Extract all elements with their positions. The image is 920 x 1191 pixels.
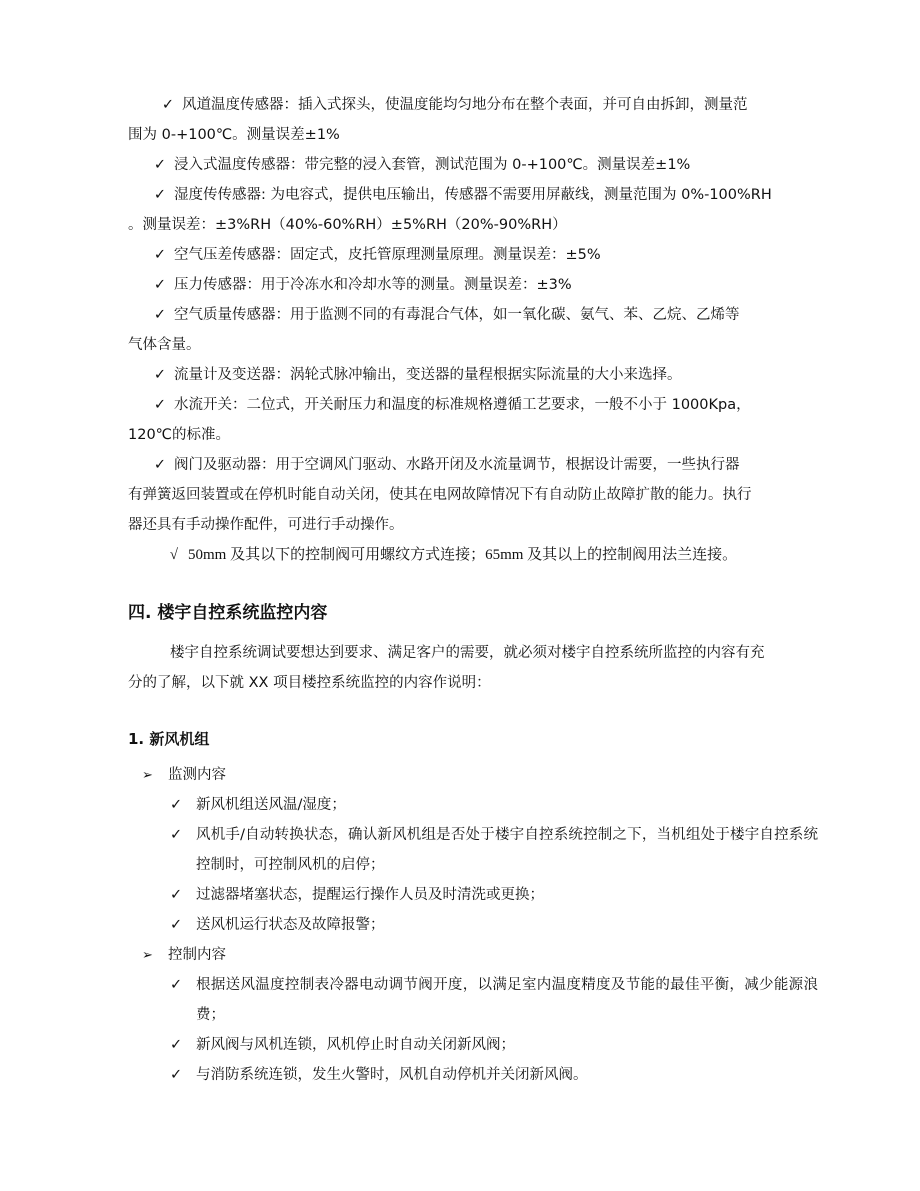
check-icon: ✓ xyxy=(153,307,166,323)
sensor-air-quality: ✓ 空气质量传感器：用于监测不同的有毒混合气体，如一氧化碳、氨气、苯、乙烷、乙烯等 气体含量。 xyxy=(128,300,818,360)
check-icon: ✓ xyxy=(170,797,183,813)
section-4-heading: 四. 楼宇自控系统监控内容 xyxy=(128,603,328,623)
list-item: ✓ 新风机组送风温/湿度； xyxy=(170,790,818,820)
sensor-humidity: ✓ 湿度传传感器: 为电容式，提供电压输出，传感器不需要用屏蔽线，测量范围为 0%-100%RH 。测量误差：±3%RH（40%-60%RH）±5%RH（20%-90%RH） xyxy=(128,180,818,240)
section-4-intro: 楼宇自控系统调试要想达到要求、满足客户的需要，就必须对楼宇自控系统所监控的内容有充 分的了解，以下就 XX 项目楼控系统监控的内容作说明： xyxy=(128,645,765,691)
check-icon: ✓ xyxy=(153,367,166,383)
list-item: ✓ 与消防系统连锁，发生火警时，风机自动停机并关闭新风阀。 xyxy=(170,1060,818,1090)
sensor-pressure: ✓ 压力传感器：用于冷冻水和冷却水等的测量。测量误差：±3% xyxy=(128,270,818,300)
check-icon: ✓ xyxy=(170,827,183,843)
check-icon: ✓ xyxy=(170,917,183,933)
arrow-icon: ➢ xyxy=(142,768,153,783)
check-icon: ✓ xyxy=(153,457,166,473)
sensor-air-pressure: ✓ 空气压差传感器：固定式，皮托管原理测量原理。测量误差：±5% xyxy=(128,240,818,270)
list-item: ✓ 根据送风温度控制表冷器电动调节阀开度，以满足室内温度精度及节能的最佳平衡，减少能源浪费； xyxy=(170,970,818,1030)
list-item: ✓ 送风机运行状态及故障报警； xyxy=(170,910,818,940)
check-icon: ✓ xyxy=(153,187,166,203)
check-icon: ✓ xyxy=(170,1067,183,1083)
monitor-content-heading: ➢ 监测内容 xyxy=(142,760,226,791)
check-icon: ✓ xyxy=(153,397,166,413)
check-icon: ✓ xyxy=(161,97,174,113)
check-icon: ✓ xyxy=(170,977,183,993)
subsection-1-heading: 1. 新风机组 xyxy=(128,730,210,748)
list-item: ✓ 过滤器堵塞状态，提醒运行操作人员及时清洗或更换； xyxy=(170,880,818,910)
sensor-immersion-temp: ✓ 浸入式温度传感器：带完整的浸入套管，测试范围为 0-+100℃。测量误差±1% xyxy=(128,150,818,180)
sensor-duct-temp: ✓ 风道温度传感器：插入式探头，使温度能均匀地分布在整个表面，并可自由拆卸，测量范 围为 0-+100℃。测量误差±1% xyxy=(128,90,818,150)
check-icon: ✓ xyxy=(170,1037,183,1053)
list-item: ✓ 新风阀与风机连锁，风机停止时自动关闭新风阀； xyxy=(170,1030,818,1060)
list-item: ✓ 风机手/自动转换状态，确认新风机组是否处于楼宇自控系统控制之下，当机组处于楼宇自控系统控制时，可控制风机的启停； xyxy=(170,820,818,880)
control-content-heading: ➢ 控制内容 xyxy=(142,940,226,971)
check-icon: ✓ xyxy=(153,277,166,293)
check-icon: ✓ xyxy=(153,247,166,263)
check-icon: ✓ xyxy=(170,887,183,903)
valve-connection-note: √ 50mm 及其以下的控制阀可用螺纹方式连接；65mm 及其以上的控制阀用法兰连接。 xyxy=(128,540,818,570)
sensor-flow-meter: ✓ 流量计及变送器：涡轮式脉冲输出，变送器的量程根据实际流量的大小来选择。 xyxy=(128,360,818,390)
sensor-valve-actuator: ✓ 阀门及驱动器：用于空调风门驱动、水路开闭及水流量调节，根据设计需要，一些执行器 有弹簧返回装置或在停机时能自动关闭，使其在电网故障情况下有自动防止故障扩散的能力。执行 器还具有手动操作配件，可进行手动操作。 xyxy=(128,450,818,540)
check-icon: ✓ xyxy=(153,157,166,173)
check-icon: √ xyxy=(169,547,178,563)
arrow-icon: ➢ xyxy=(142,948,153,963)
sensor-water-flow-switch: ✓ 水流开关：二位式，开关耐压力和温度的标准规格遵循工艺要求，一般不小于 1000Kpa， 120℃的标准。 xyxy=(128,390,818,450)
